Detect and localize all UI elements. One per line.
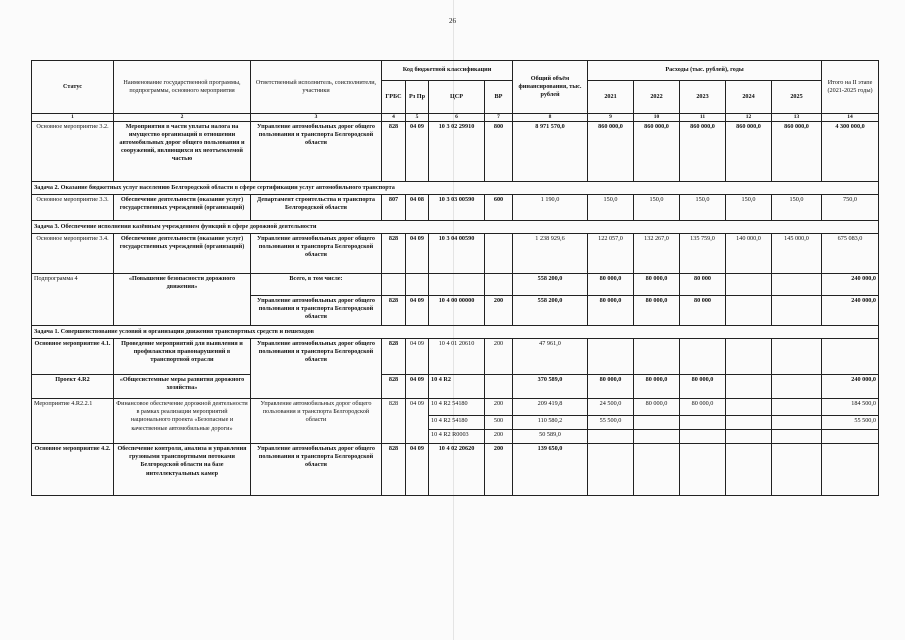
row-name: Обеспечение деятельности (оказание услуг) государственных учреждений (организаций)	[114, 195, 251, 221]
empty-cell	[680, 339, 726, 375]
row-2022: 80 000,0	[634, 375, 680, 399]
row-vr: 200	[485, 399, 513, 416]
row-2021: 80 000,0	[588, 296, 634, 326]
row-total: 370 589,0	[513, 375, 588, 399]
header-stage-total: Итого на II этапе (2021-2025 годы)	[822, 61, 879, 114]
row-rzpr: 04 09	[406, 375, 429, 399]
row-rzpr: 04 09	[406, 339, 429, 375]
header-total-volume: Общий объём финансирования, тыс. рублей	[513, 61, 588, 114]
row-total: 558 200,0	[513, 274, 588, 296]
row-csr: 10 4 R2	[429, 375, 485, 399]
row-responsible: Управление автомобильных дорог общего пользования и транспорта Белгородской области	[251, 399, 382, 444]
header-row-1	[32, 61, 879, 81]
empty-cell	[822, 339, 879, 375]
row-vr: 200	[485, 339, 513, 375]
row-2023: 80 000	[680, 296, 726, 326]
row-stage-total: 240 000,0	[822, 375, 879, 399]
column-index: 3	[251, 114, 382, 122]
empty-cell	[680, 444, 726, 496]
task-heading: Задача 2. Оказание бюджетных услуг населению Белгородской области в сфере сертификации услуг автомобильного транспорта	[32, 182, 879, 195]
header-code-group: Код бюджетной классификации	[382, 61, 513, 81]
row-total: 558 200,0	[513, 296, 588, 326]
row-stage-total: 184 500,0	[822, 399, 879, 416]
column-index: 10	[634, 114, 680, 122]
column-index-row	[32, 114, 879, 122]
header-expenses-group: Расходы (тыс. рублей), годы	[588, 61, 822, 81]
task-heading: Задача 1. Совершенствование условий и организации движения транспортных средств и пешеходов	[32, 326, 879, 339]
row-total: 139 650,0	[513, 444, 588, 496]
empty-cell	[634, 444, 680, 496]
row-csr: 10 4 R2 54180	[429, 399, 485, 416]
empty-cell	[726, 430, 772, 444]
row-csr: 10 3 03 00590	[429, 195, 485, 221]
table-row	[32, 195, 879, 221]
empty-cell	[485, 274, 513, 296]
row-grbs: 828	[382, 234, 406, 274]
row-total: 8 971 570,0	[513, 122, 588, 182]
empty-cell	[726, 296, 772, 326]
row-vr: 800	[485, 122, 513, 182]
header-year-2024: 2024	[726, 81, 772, 114]
empty-cell	[822, 430, 879, 444]
row-status: Проект 4.R2	[32, 375, 114, 399]
column-index: 11	[680, 114, 726, 122]
row-grbs: 828	[382, 399, 406, 444]
row-name: Проведение мероприятий для выявления и профилактики правонарушений в транспортной отрасли	[114, 339, 251, 375]
column-index: 12	[726, 114, 772, 122]
row-2022: 80 000,0	[634, 399, 680, 416]
empty-cell	[429, 274, 485, 296]
row-vr: 200	[485, 444, 513, 496]
empty-cell	[726, 444, 772, 496]
row-2021: 150,0	[588, 195, 634, 221]
empty-cell	[772, 339, 822, 375]
empty-cell	[772, 296, 822, 326]
column-index: 4	[382, 114, 406, 122]
row-2024: 860 000,0	[726, 122, 772, 182]
row-csr: 10 4 R2 54180	[429, 416, 485, 430]
column-index: 7	[485, 114, 513, 122]
row-grbs: 828	[382, 122, 406, 182]
column-index: 2	[114, 114, 251, 122]
empty-cell	[726, 416, 772, 430]
budget-table	[31, 60, 879, 496]
row-2025: 150,0	[772, 195, 822, 221]
empty-cell	[772, 274, 822, 296]
header-year-2021: 2021	[588, 81, 634, 114]
row-status: Основное мероприятие 3.4.	[32, 234, 114, 274]
header-program-name: Наименование государственной программы, подпрограммы, основного мероприятия	[114, 61, 251, 114]
row-total: 110 580,2	[513, 416, 588, 430]
row-2021: 860 000,0	[588, 122, 634, 182]
row-2021: 80 000,0	[588, 375, 634, 399]
row-grbs: 828	[382, 296, 406, 326]
empty-cell	[772, 375, 822, 399]
row-2022: 80 000,0	[634, 296, 680, 326]
row-stage-total: 240 000,0	[822, 274, 879, 296]
row-name: Обеспечение контроля, анализа и управления грузовыми транспортными потоками Белгородской области на базе интеллектуальных камер	[114, 444, 251, 496]
row-status: Мероприятие 4.R2.2.1	[32, 399, 114, 444]
row-total: 50 589,0	[513, 430, 588, 444]
row-csr: 10 4 01 20610	[429, 339, 485, 375]
row-rzpr: 04 09	[406, 296, 429, 326]
row-status: Основное мероприятие 3.2.	[32, 122, 114, 182]
row-csr: 10 3 02 29910	[429, 122, 485, 182]
empty-cell	[382, 274, 406, 296]
empty-cell	[726, 399, 772, 416]
row-total: 47 961,0	[513, 339, 588, 375]
row-vr	[485, 234, 513, 274]
page-number: 26	[449, 17, 456, 25]
row-name: Обеспечение деятельности (оказание услуг) государственных учреждений (организаций)	[114, 234, 251, 274]
row-2021: 24 500,0	[588, 399, 634, 416]
table-row	[32, 339, 879, 375]
row-stage-total: 240 000,0	[822, 296, 879, 326]
row-responsible: Департамент строительства и транспорта Белгородской области	[251, 195, 382, 221]
header-year-2023: 2023	[680, 81, 726, 114]
empty-cell	[588, 444, 634, 496]
empty-cell	[726, 375, 772, 399]
row-stage-total: 55 500,0	[822, 416, 879, 430]
row-vr: 600	[485, 195, 513, 221]
row-2023: 80 000	[680, 274, 726, 296]
row-name: «Общесистемные меры развития дорожного хозяйства»	[114, 375, 251, 399]
row-2025: 860 000,0	[772, 122, 822, 182]
table-row	[32, 122, 879, 182]
row-2024: 140 000,0	[726, 234, 772, 274]
column-index: 1	[32, 114, 114, 122]
row-responsible: Управление автомобильных дорог общего пользования и транспорта Белгородской области	[251, 234, 382, 274]
row-rzpr: 04 09	[406, 399, 429, 444]
row-vr: 500	[485, 416, 513, 430]
empty-cell	[680, 416, 726, 430]
row-2022: 132 267,0	[634, 234, 680, 274]
row-rzpr: 04 09	[406, 234, 429, 274]
row-name: «Повышение безопасности дорожного движения»	[114, 274, 251, 326]
row-responsible: Управление автомобильных дорог общего пользования и транспорта Белгородской области	[251, 444, 382, 496]
row-2021: 55 500,0	[588, 416, 634, 430]
column-index: 9	[588, 114, 634, 122]
row-grbs: 828	[382, 444, 406, 496]
empty-cell	[588, 339, 634, 375]
row-status: Основное мероприятие 4.2.	[32, 444, 114, 496]
column-index: 5	[406, 114, 429, 122]
row-2021: 80 000,0	[588, 274, 634, 296]
row-vr: 200	[485, 296, 513, 326]
row-stage-total: 4 300 000,0	[822, 122, 879, 182]
row-2023: 150,0	[680, 195, 726, 221]
task-heading-row	[32, 182, 879, 195]
row-csr: 10 3 04 00590	[429, 234, 485, 274]
empty-cell	[634, 416, 680, 430]
row-2022: 150,0	[634, 195, 680, 221]
row-rzpr: 04 09	[406, 122, 429, 182]
column-index: 8	[513, 114, 588, 122]
header-vr: ВР	[485, 81, 513, 114]
header-grbs: ГРБС	[382, 81, 406, 114]
row-stage-total: 675 083,0	[822, 234, 879, 274]
row-2023: 80 000,0	[680, 375, 726, 399]
row-2023: 80 000,0	[680, 399, 726, 416]
table-row	[32, 234, 879, 274]
empty-cell	[634, 339, 680, 375]
empty-cell	[406, 274, 429, 296]
empty-cell	[772, 416, 822, 430]
row-total: 209 419,8	[513, 399, 588, 416]
column-index: 14	[822, 114, 879, 122]
table-row	[32, 399, 879, 416]
row-rzpr: 04 09	[406, 444, 429, 496]
row-csr: 10 4 R2 R0003	[429, 430, 485, 444]
header-year-2022: 2022	[634, 81, 680, 114]
header-responsible: Ответственный исполнитель, соисполнители, участники	[251, 61, 382, 114]
row-2025: 145 000,0	[772, 234, 822, 274]
empty-cell	[680, 430, 726, 444]
row-status: Основное мероприятие 3.3.	[32, 195, 114, 221]
task-heading: Задача 3. Обеспечение исполнения казённым учреждением функций в сфере дорожной деятельности	[32, 221, 879, 234]
row-csr: 10 4 00 00000	[429, 296, 485, 326]
row-2023: 135 759,0	[680, 234, 726, 274]
empty-cell	[822, 444, 879, 496]
row-grbs: 828	[382, 339, 406, 375]
empty-cell	[772, 430, 822, 444]
header-csr: ЦСР	[429, 81, 485, 114]
row-rzpr: 04 08	[406, 195, 429, 221]
header-status: Статус	[32, 61, 114, 114]
empty-cell	[726, 339, 772, 375]
row-grbs: 828	[382, 375, 406, 399]
row-name: Мероприятия в части уплаты налога на имущество организаций в отношении автомобильных дорог общего пользования и сооружений, являющихся их неотъемлемой частью	[114, 122, 251, 182]
row-stage-total: 750,0	[822, 195, 879, 221]
task-heading-row	[32, 326, 879, 339]
row-2023: 860 000,0	[680, 122, 726, 182]
column-index: 13	[772, 114, 822, 122]
empty-cell	[634, 430, 680, 444]
row-2022: 80 000,0	[634, 274, 680, 296]
column-index: 6	[429, 114, 485, 122]
header-year-2025: 2025	[772, 81, 822, 114]
empty-cell	[772, 444, 822, 496]
empty-cell	[772, 399, 822, 416]
row-grbs: 807	[382, 195, 406, 221]
row-name: Финансовое обеспечение дорожной деятельности в рамках реализации мероприятий национального проекта «Безопасные и качественные автомобильные дороги»	[114, 399, 251, 444]
table-row	[32, 274, 879, 296]
row-responsible: Управление автомобильных дорог общего пользования и транспорта Белгородской области	[251, 122, 382, 182]
row-total: 1 190,0	[513, 195, 588, 221]
row-status: Подпрограмма 4	[32, 274, 114, 326]
table-row	[32, 444, 879, 496]
row-responsible: Управление автомобильных дорог общего пользования и транспорта Белгородской области	[251, 339, 382, 399]
empty-cell	[588, 430, 634, 444]
row-2022: 860 000,0	[634, 122, 680, 182]
header-rz-pr: Рз Пр	[406, 81, 429, 114]
row-csr: 10 4 02 20620	[429, 444, 485, 496]
row-total: 1 238 929,6	[513, 234, 588, 274]
task-heading-row	[32, 221, 879, 234]
row-2024: 150,0	[726, 195, 772, 221]
empty-cell	[726, 274, 772, 296]
empty-cell	[485, 375, 513, 399]
row-status: Основное мероприятие 4.1.	[32, 339, 114, 375]
row-2021: 122 057,0	[588, 234, 634, 274]
row-responsible: Управление автомобильных дорог общего пользования и транспорта Белгородской области	[251, 296, 382, 326]
table-row	[32, 375, 879, 399]
row-responsible: Всего, в том числе:	[251, 274, 382, 296]
row-vr: 200	[485, 430, 513, 444]
